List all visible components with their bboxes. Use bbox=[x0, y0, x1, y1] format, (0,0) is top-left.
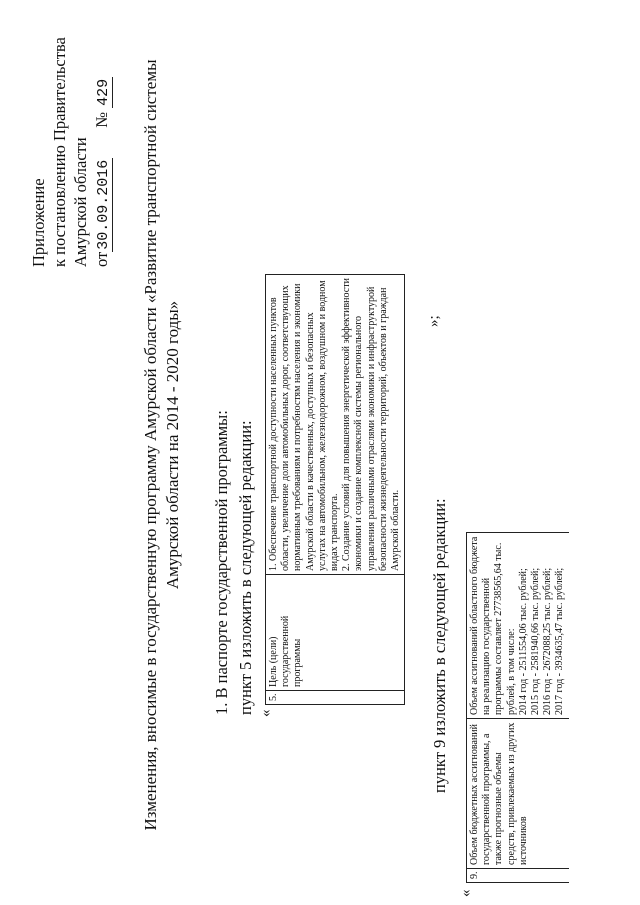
appendix-date: 30.09.2016 bbox=[95, 159, 112, 250]
goal-paragraph-2: 2. Создание условий для повышения энергетической эффективности экономики и создание комплексной системы регионального управления различными отраслями экономики и инфраструктурой безопасности жизнедеятельности территорий, объектов и граждан Амурской области. bbox=[341, 278, 402, 571]
document-title: Изменения, вносимые в государственную программу Амурской области «Развитие транспортной системы Амурской области на 2014 - 2020 годы» bbox=[141, 59, 182, 831]
section1-heading: 1. В паспорте государственной программы: bbox=[212, 410, 231, 715]
row-number: 5. bbox=[266, 691, 405, 705]
funding-year-2016: 2016 год - 2672088,25 тыс. рублей; bbox=[542, 567, 554, 715]
date-prefix: от bbox=[92, 251, 111, 267]
row-label: Цель (цели) государственной программы bbox=[266, 575, 405, 691]
table1-close-quote: »; bbox=[426, 315, 442, 327]
appendix-date-line bbox=[91, 2, 113, 267]
appendix-decree-line: к постановлению Правительства bbox=[50, 37, 69, 267]
funding-intro: Объем ассигнований областного бюджета на реализацию государственной программы составляет 27738565,64 тыс. рублей, в том числе: bbox=[469, 536, 517, 715]
table2-open-quote: « bbox=[458, 889, 474, 897]
passport-table-item5 bbox=[265, 275, 405, 705]
row-content bbox=[467, 533, 569, 719]
appendix-region-line: Амурской области bbox=[71, 137, 90, 267]
row-content bbox=[266, 275, 405, 575]
appendix-number: 429 bbox=[95, 78, 112, 106]
funding-year-2015: 2015 год - 2581940,66 тыс. рублей; bbox=[530, 567, 542, 715]
table1-open-quote: « bbox=[258, 709, 274, 717]
funding-year-2017: 2017 год - 3934635,47 тыс. рублей; bbox=[554, 567, 566, 715]
appendix-label: Приложение bbox=[29, 178, 48, 267]
table-row bbox=[266, 275, 405, 705]
row-number: 9. bbox=[467, 869, 569, 883]
appendix-block bbox=[28, 2, 113, 267]
number-prefix: № bbox=[92, 111, 111, 128]
section2-instruction: пункт 9 изложить в следующей редакции: bbox=[430, 498, 449, 793]
passport-table-item9 bbox=[466, 533, 569, 883]
goal-paragraph-1: 1. Обеспечение транспортной доступности населенных пунктов области, увеличение доли автомобильных дорог, соответствующих нормативным требованиям и потребностям населения и экономики Амурской области в качественных, доступных и безопасных услугах на автомобильном, железнодорожном, воздушном и водном видах транспорта. bbox=[268, 280, 341, 571]
section1-instruction: пункт 5 изложить в следующей редакции: bbox=[236, 420, 255, 715]
funding-year-2014: 2014 год - 2511554,06 тыс. рублей; bbox=[517, 568, 529, 715]
table-row bbox=[467, 533, 569, 883]
row-label: Объем бюджетных ассигнований государственной программы, а также прогнозные объемы средств, привлекаемых из других источников bbox=[467, 719, 569, 869]
